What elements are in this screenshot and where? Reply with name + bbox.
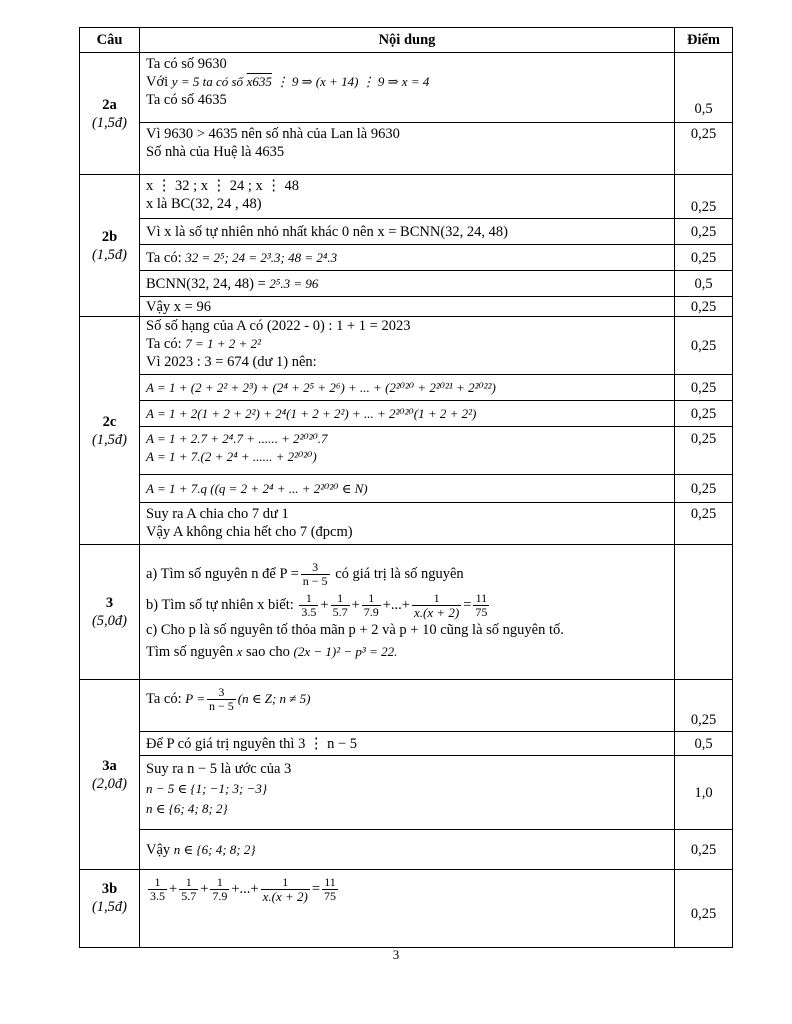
question-3-label: 3 (5,0đ) (80, 545, 140, 680)
q2a-content-2: Vì 9630 > 4635 nên số nhà của Lan là 9630 Số nhà của Huệ là 4635 (140, 123, 675, 175)
q2c-content-3: A = 1 + 2(1 + 2 + 2²) + 2⁴(1 + 2 + 2²) + ... + 2²⁰²⁰(1 + 2 + 2²) (140, 401, 675, 427)
header-diem: Điểm (675, 28, 733, 53)
score-cell: 0,25 (675, 503, 733, 545)
q2c-content-6: Suy ra A chia cho 7 dư 1 Vậy A không chia hết cho 7 (đpcm) (140, 503, 675, 545)
table-row (80, 53, 733, 123)
header-cau: Câu (80, 28, 140, 53)
q3-content: a) Tìm số nguyên n để P = $\frac{3}{n - 5}$ có giá trị là số nguyên b) Tìm số tự nhiên x biết: $\frac{1}{3.5}$ + $\frac{1}{5.7}$ + $\frac{1}{7.9}$ +...+ $\frac{1}{x.(x + 2)}$ = $\frac{11}{75}$ c) Cho p là số nguyên tố thỏa mãn p + 2 và p + 10 cũng là số nguyên tố. Tìm số nguyên x sao cho (2x − 1)² − p³ = 22. (140, 545, 675, 680)
table-row (80, 756, 733, 830)
table-header-row (80, 28, 733, 53)
question-2b-label: 2b (1,5đ) (80, 175, 140, 317)
table-row (80, 427, 733, 475)
q2b-content-4: BCNN(32, 24, 48) = 2⁵.3 = 96 (140, 271, 675, 297)
table-row (80, 475, 733, 503)
score-cell: 0,25 (675, 123, 733, 175)
score-cell: 0,25 (675, 870, 733, 948)
q2b-content-3: Ta có: 32 = 2⁵; 24 = 2³.3; 48 = 2⁴.3 (140, 245, 675, 271)
q3a-content-3: Suy ra n − 5 là ước của 3 n − 5 ∈ {1; −1; 3; −3} n ∈ {6; 4; 8; 2} (140, 756, 675, 830)
table-row (80, 503, 733, 545)
table-row (80, 175, 733, 219)
score-cell: 0,5 (675, 732, 733, 756)
q2c-content-2: A = 1 + (2 + 2² + 2³) + (2⁴ + 2⁵ + 2⁶) + ... + (2²⁰²⁰ + 2²⁰²¹ + 2²⁰²²) (140, 375, 675, 401)
score-cell: 0,25 (675, 475, 733, 503)
score-cell: 0,5 (675, 271, 733, 297)
table-row (80, 271, 733, 297)
q3a-content-1: Ta có: P = $\frac{3}{n - 5}$ (n ∈ Z; n ≠ 5) (140, 680, 675, 732)
header-noidung: Nội dung (140, 28, 675, 53)
question-2c-label: 2c (1,5đ) (80, 317, 140, 545)
score-cell: 0,25 (675, 375, 733, 401)
question-3a-label: 3a (2,0đ) (80, 680, 140, 870)
question-2a-label: 2a (1,5đ) (80, 53, 140, 175)
table-row (80, 317, 733, 375)
q2c-content-5: A = 1 + 7.q ((q = 2 + 2⁴ + ... + 2²⁰²⁰ ∈ N) (140, 475, 675, 503)
q2a-content-1: Ta có số 9630 Với y = 5 ta có số x635 ⋮ 9 ⇒ (x + 14) ⋮ 9 ⇒ x = 4 Ta có số 4635 (140, 53, 675, 123)
table-row (80, 680, 733, 732)
q3a-content-2: Để P có giá trị nguyên thì 3 ⋮ n − 5 (140, 732, 675, 756)
question-3b-label: 3b (1,5đ) (80, 870, 140, 948)
score-cell: 0,25 (675, 317, 733, 375)
table-row (80, 830, 733, 870)
q2b-content-2: Vì x là số tự nhiên nhỏ nhất khác 0 nên x = BCNN(32, 24, 48) (140, 219, 675, 245)
q2b-content-1: x ⋮ 32 ; x ⋮ 24 ; x ⋮ 48 x là BC(32, 24 , 48) (140, 175, 675, 219)
table-row (80, 123, 733, 175)
q2c-content-4: A = 1 + 2.7 + 2⁴.7 + ...... + 2²⁰²⁰.7 A = 1 + 7.(2 + 2⁴ + ...... + 2²⁰²⁰) (140, 427, 675, 475)
score-cell-empty (675, 545, 733, 680)
score-cell: 0,25 (675, 680, 733, 732)
score-cell: 0,25 (675, 175, 733, 219)
table-row (80, 732, 733, 756)
score-cell: 0,25 (675, 219, 733, 245)
table-row (80, 245, 733, 271)
score-cell: 0,25 (675, 245, 733, 271)
answer-table (79, 27, 733, 948)
score-cell: 0,25 (675, 297, 733, 317)
page-number: 3 (392, 947, 400, 962)
score-cell: 0,5 (675, 53, 733, 123)
q2b-content-5: Vậy x = 96 (140, 297, 675, 317)
score-cell: 0,25 (675, 830, 733, 870)
score-cell: 1,0 (675, 756, 733, 830)
q3b-content: $\frac{1}{3.5}$ + $\frac{1}{5.7}$ + $\frac{1}{7.9}$ +...+ $\frac{1}{x.(x + 2)}$ = $\frac{11}{75}$ (140, 870, 675, 948)
q3a-content-4: Vậy n ∈ {6; 4; 8; 2} (140, 830, 675, 870)
table-row (80, 375, 733, 401)
score-cell: 0,25 (675, 401, 733, 427)
score-cell: 0,25 (675, 427, 733, 475)
table-row (80, 870, 733, 948)
table-row (80, 297, 733, 317)
table-row (80, 545, 733, 680)
table-row (80, 219, 733, 245)
table-row (80, 401, 733, 427)
q2c-content-1: Số số hạng của A có (2022 - 0) : 1 + 1 = 2023 Ta có: 7 = 1 + 2 + 2² Vì 2023 : 3 = 674 (dư 1) nên: (140, 317, 675, 375)
